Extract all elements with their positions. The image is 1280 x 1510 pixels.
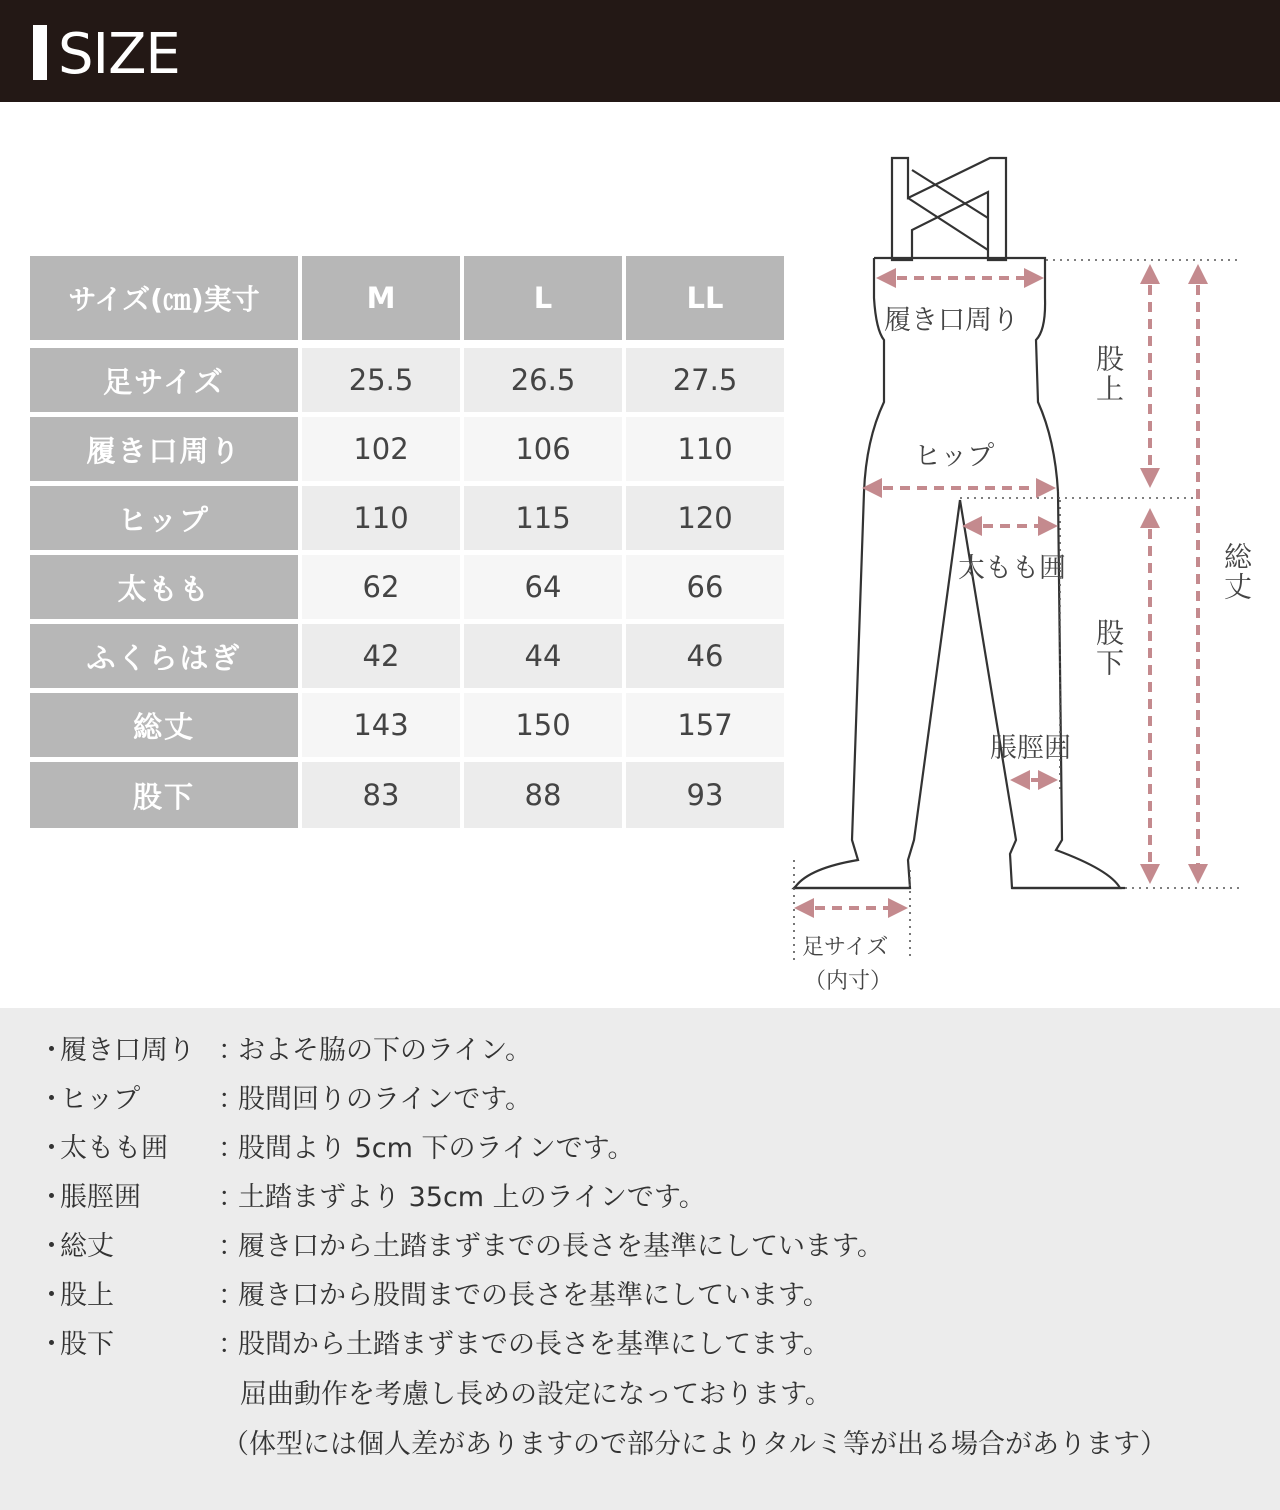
- note-colon: ：: [218, 1329, 245, 1360]
- row-value: 25.5: [302, 348, 460, 412]
- table-header-m: M: [302, 256, 460, 340]
- note-desc: 股間から土踏まずまでの長さを基準にしてます。: [238, 1329, 830, 1360]
- row-value: 46: [626, 624, 784, 688]
- note-term: 太もも囲: [60, 1133, 168, 1164]
- row-value: 150: [464, 693, 622, 757]
- note-extra-line: 屈曲動作を考慮し長めの設定になっております。: [240, 1379, 832, 1410]
- note-colon: ：: [218, 1231, 245, 1262]
- note-desc: 履き口から股間までの長さを基準にしています。: [238, 1280, 830, 1311]
- foot-size-label: 足サイズ: [802, 935, 889, 960]
- notes-section: [0, 1008, 1280, 1510]
- table-header-ll: LL: [626, 256, 784, 340]
- rise-label: 股上: [1092, 344, 1125, 404]
- header-accent-bar: [33, 25, 47, 80]
- note-bullet: ・: [38, 1035, 65, 1066]
- row-value: 115: [464, 486, 622, 550]
- row-label: ふくらはぎ: [30, 624, 298, 688]
- note-term: 股下: [60, 1329, 114, 1360]
- row-value: 42: [302, 624, 460, 688]
- foot-size-note: （内寸）: [804, 969, 893, 994]
- waist-label: 履き口周り: [884, 305, 1019, 336]
- note-bullet: ・: [38, 1084, 65, 1115]
- suspenders: [892, 158, 1006, 260]
- row-value: 110: [302, 486, 460, 550]
- page-title: SIZE: [58, 22, 180, 87]
- note-desc: およそ脇の下のライン。: [238, 1035, 533, 1066]
- measurement-arrows: [798, 268, 1198, 908]
- row-label: 履き口周り: [30, 417, 298, 481]
- wader-diagram: [780, 140, 1270, 1010]
- note-bullet: ・: [38, 1182, 65, 1213]
- row-value: 106: [464, 417, 622, 481]
- row-label: ヒップ: [30, 486, 298, 550]
- note-term: 総丈: [60, 1231, 114, 1262]
- note-term: 履き口周り: [60, 1035, 195, 1066]
- header-banner: [0, 0, 1280, 102]
- note-colon: ：: [218, 1182, 245, 1213]
- table-header-label: サイズ(㎝)実寸: [30, 256, 298, 340]
- row-value: 157: [626, 693, 784, 757]
- note-desc: 股間より 5cm 下のラインです。: [238, 1133, 635, 1164]
- note-colon: ：: [218, 1280, 245, 1311]
- inseam-label: 股下: [1092, 618, 1125, 678]
- row-value: 26.5: [464, 348, 622, 412]
- thigh-label: 太もも囲: [958, 553, 1066, 584]
- note-colon: ：: [218, 1133, 245, 1164]
- row-value: 143: [302, 693, 460, 757]
- row-label: 総丈: [30, 693, 298, 757]
- row-value: 27.5: [626, 348, 784, 412]
- row-value: 110: [626, 417, 784, 481]
- calf-label: 脹脛囲: [990, 733, 1071, 764]
- row-label: 股下: [30, 762, 298, 828]
- row-label: 足サイズ: [30, 348, 298, 412]
- row-value: 120: [626, 486, 784, 550]
- row-label: 太もも: [30, 555, 298, 619]
- total-length-label: 総丈: [1220, 542, 1253, 602]
- row-value: 88: [464, 762, 622, 828]
- note-colon: ：: [218, 1084, 245, 1115]
- note-term: ヒップ: [60, 1084, 141, 1115]
- row-value: 102: [302, 417, 460, 481]
- row-value: 93: [626, 762, 784, 828]
- table-header-l: L: [464, 256, 622, 340]
- note-bullet: ・: [38, 1231, 65, 1262]
- note-term: 脹脛囲: [60, 1182, 141, 1213]
- row-value: 44: [464, 624, 622, 688]
- note-disclaimer: （体型には個人差がありますので部分によりタルミ等が出る場合があります）: [222, 1429, 1167, 1460]
- note-desc: 履き口から土踏まずまでの長さを基準にしています。: [238, 1231, 884, 1262]
- hip-label: ヒップ: [914, 441, 995, 472]
- note-desc: 股間回りのラインです。: [238, 1084, 533, 1115]
- row-value: 64: [464, 555, 622, 619]
- note-bullet: ・: [38, 1329, 65, 1360]
- note-colon: ：: [218, 1035, 245, 1066]
- note-term: 股上: [60, 1280, 114, 1311]
- row-value: 62: [302, 555, 460, 619]
- note-desc: 土踏まずより 35cm 上のラインです。: [238, 1182, 706, 1213]
- row-value: 66: [626, 555, 784, 619]
- note-bullet: ・: [38, 1280, 65, 1311]
- note-bullet: ・: [38, 1133, 65, 1164]
- row-value: 83: [302, 762, 460, 828]
